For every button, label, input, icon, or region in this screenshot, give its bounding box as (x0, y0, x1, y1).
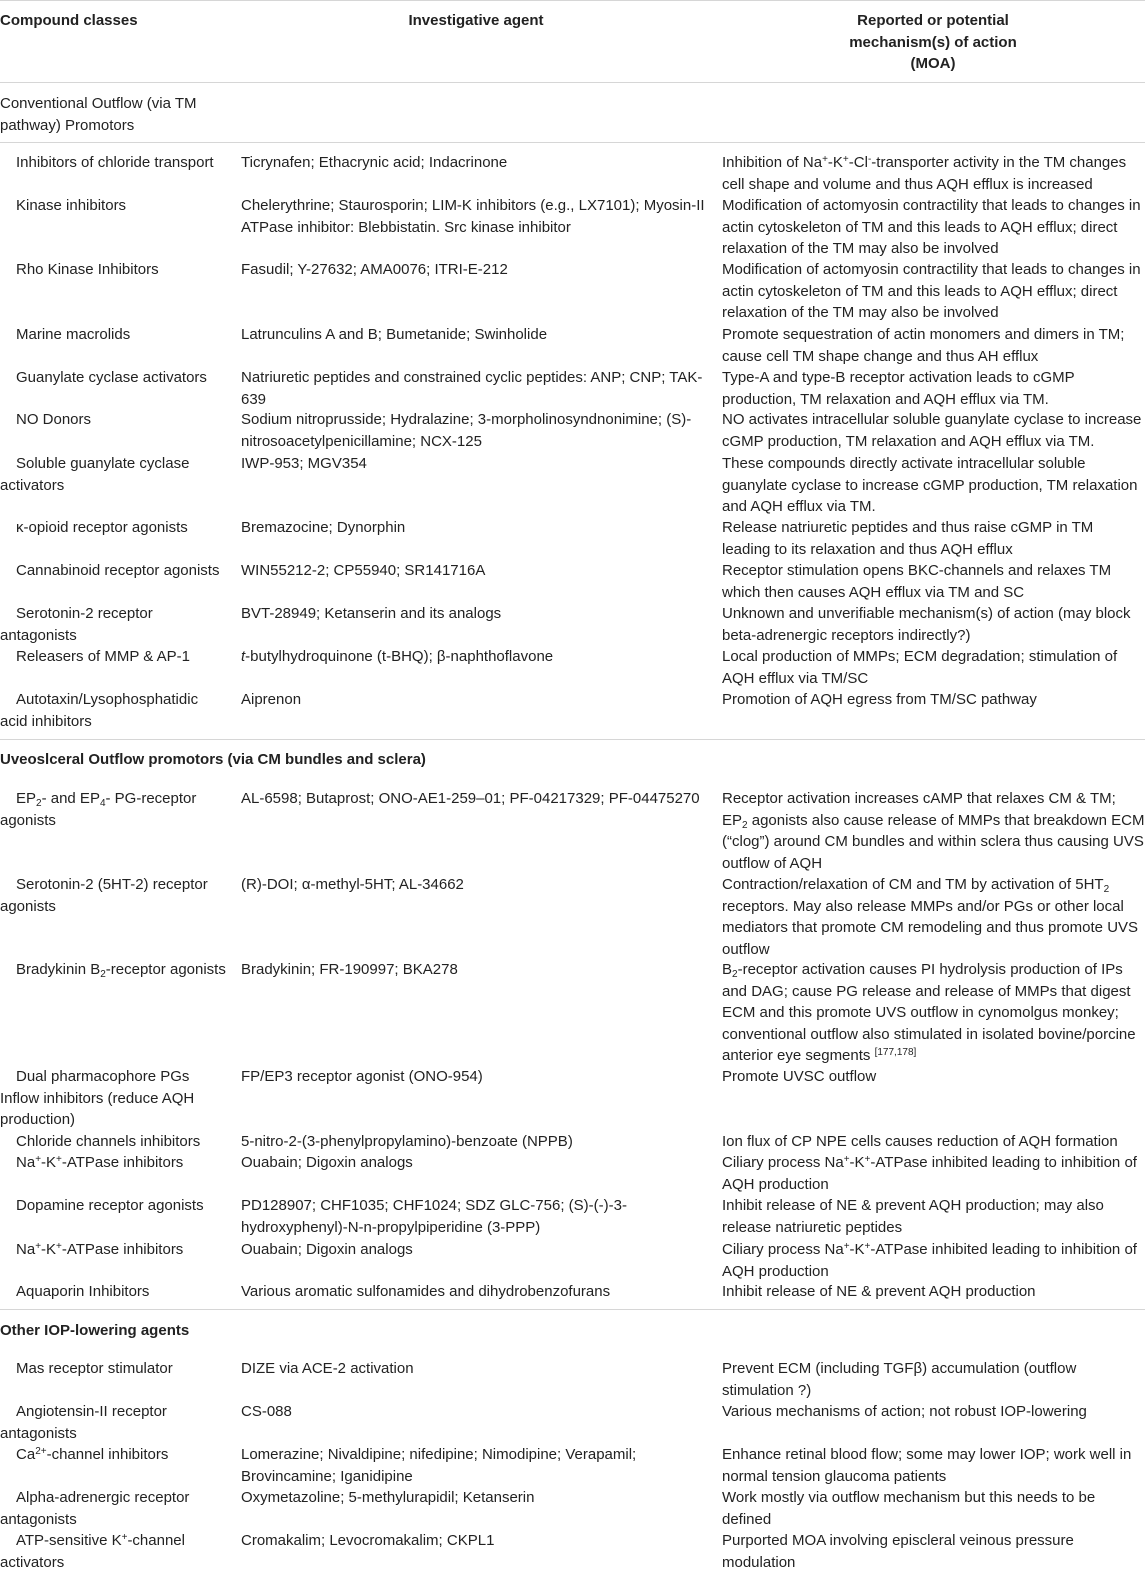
compound-class-cell: Soluble guanylate cyclase activators (0, 455, 190, 494)
moa-cell: NO activates intracellular soluble guanylate cyclase to increase cGMP production, TM relaxation and AQH efflux via TM. (722, 411, 1142, 450)
investigative-agent-cell: Fasudil; Y-27632; AMA0076; ITRI-E-212 (241, 261, 508, 278)
investigative-agent-cell: Chelerythrine; Staurosporin; LIM-K inhibitors (e.g., LX7101); Myosin-II ATPase inhibitor: Blebbistatin. Src kinase inhibitor (241, 197, 705, 236)
moa-cell: Receptor stimulation opens BKC-channels and relaxes TM which then causes AQH efflux via TM and SC (722, 562, 1112, 601)
moa-cell: Contraction/relaxation of CM and TM by activation of $5HT_2$ receptors. May also release MMPs and/or PGs or other local mediators that promote CM remodeling and thus promote UVS outflow (722, 876, 1139, 958)
investigative-agent-cell: Ouabain; Digoxin analogs (241, 1154, 413, 1171)
moa-cell: Local production of MMPs; ECM degradation; stimulation of AQH efflux via TM/SC (722, 648, 1118, 687)
compound-class-cell: Inhibitors of chloride transport (16, 154, 214, 171)
investigative-agent-cell: AL-6598; Butaprost; ONO-AE1-259–01; PF-04217329; PF-04475270 (241, 790, 700, 807)
compound-class-cell: Rho Kinase Inhibitors (16, 261, 159, 278)
section-title-uveoscleral-outflow: Uveoslceral Outflow promotors (via CM bundles and sclera) (0, 751, 426, 768)
compound-class-cell: Angiotensin-II receptor antagonists (0, 1403, 167, 1442)
investigative-agent-cell: Cromakalim; Levocromakalim; CKPL1 (241, 1532, 495, 1549)
section-rule (0, 142, 1145, 143)
investigative-agent-cell: Natriuretic peptides and constrained cyclic peptides: ANP; CNP; TAK-639 (241, 369, 703, 408)
investigative-agent-cell: DIZE via ACE-2 activation (241, 1360, 414, 1377)
moa-cell: Prevent ECM (including TGFβ) accumulation (outflow stimulation ?) (722, 1360, 1077, 1399)
compound-class-cell: ATP-sensitive K+-channel activators (0, 1532, 185, 1571)
moa-cell: Purported MOA involving episcleral veinous pressure modulation (722, 1532, 1074, 1571)
compound-class-cell: Marine macrolids (16, 326, 131, 343)
moa-cell: Inhibit release of NE & prevent AQH production (722, 1283, 1036, 1300)
moa-cell: $B_2$-receptor activation causes PI hydrolysis production of IPs and DAG; cause PG release and release of MMPs that digest ECM and this promote UVS outflow in cynomolgus monkey; conventional outflow also stimulated in isolated bovine/porcine anterior eye segments [177,178] (722, 961, 1136, 1064)
investigative-agent-cell: Oxymetazoline; 5-methylurapidil; Ketanserin (241, 1489, 535, 1506)
compound-class-cell: Cannabinoid receptor agonists (16, 562, 220, 579)
column-header-investigative-agent: Investigative agent (408, 12, 544, 29)
column-header-compound-classes: Compound classes (0, 12, 138, 29)
compound-class-cell: Alpha-adrenergic receptor antagonists (0, 1489, 190, 1528)
investigative-agent-cell: CS-088 (241, 1403, 292, 1420)
section-title-other-iop-lowering: Other IOP-lowering agents (0, 1322, 190, 1339)
moa-cell: Inhibit release of NE & prevent AQH production; may also release natriuretic peptides (722, 1197, 1104, 1236)
section-title-conventional-outflow: Conventional Outflow (via TM pathway) Promotors (0, 95, 197, 134)
moa-cell: Enhance retinal blood flow; some may lower IOP; work well in normal tension glaucoma patients (722, 1446, 1132, 1485)
compound-class-cell: Dopamine receptor agonists (16, 1197, 204, 1214)
investigative-agent-cell: IWP-953; MGV354 (241, 455, 367, 472)
investigative-agent-cell: Latrunculins A and B; Bumetanide; Swinholide (241, 326, 548, 343)
column-header-moa: Reported or potential mechanism(s) of action (MOA) (849, 12, 1017, 72)
compound-class-cell: Na+-K+-ATPase inhibitors (16, 1154, 184, 1171)
table-top-rule (0, 0, 1145, 1)
investigative-agent-cell: FP/EP3 receptor agonist (ONO-954) (241, 1068, 483, 1085)
investigative-agent-cell: Bradykinin; FR-190997; BKA278 (241, 961, 458, 978)
moa-cell: Promotion of AQH egress from TM/SC pathway (722, 691, 1037, 708)
investigative-agent-cell: Aiprenon (241, 691, 302, 708)
investigative-agent-cell: Bremazocine; Dynorphin (241, 519, 406, 536)
moa-cell: Modification of actomyosin contractility that leads to changes in actin cytoskeleton of TM and this leads to AQH efflux; direct relaxation of the TM may also be involved (722, 197, 1141, 257)
investigative-agent-cell: Ouabain; Digoxin analogs (241, 1241, 413, 1258)
moa-cell: These compounds directly activate intracellular soluble guanylate cyclase to increase cGMP production, TM relaxation and AQH efflux via TM. (722, 455, 1138, 515)
compound-class-cell: κ-opioid receptor agonists (16, 519, 188, 536)
investigative-agent-cell: 5-nitro-2-(3-phenylpropylamino)-benzoate (NPPB) (241, 1133, 573, 1150)
moa-cell: Promote UVSC outflow (722, 1068, 877, 1085)
header-rule (0, 82, 1145, 83)
moa-cell: Type-A and type-B receptor activation leads to cGMP production, TM relaxation and AQH efflux via TM. (722, 369, 1075, 408)
compound-class-cell: $Ca^{2+}$-channel inhibitors (16, 1446, 169, 1463)
investigative-agent-cell: t-butylhydroquinone (t-BHQ); β-naphthoflavone (241, 648, 554, 665)
section-rule (0, 1309, 1145, 1310)
investigative-agent-cell: Various aromatic sulfonamides and dihydrobenzofurans (241, 1283, 611, 1300)
compound-class-cell: Mas receptor stimulator (16, 1360, 173, 1377)
investigative-agent-cell: Ticrynafen; Ethacrynic acid; Indacrinone (241, 154, 508, 171)
compound-class-cell: Dual pharmacophore PGs Inflow inhibitors (reduce AQH production) (0, 1068, 195, 1128)
investigative-agent-cell: WIN55212-2; CP55940; SR141716A (241, 562, 486, 579)
compound-class-cell: NO Donors (16, 411, 92, 428)
moa-cell: Ciliary process Na+-K+-ATPase inhibited leading to inhibition of AQH production (722, 1241, 1137, 1280)
investigative-agent-cell: Sodium nitroprusside; Hydralazine; 3-morpholinosyndnonimine; (S)-nitrosoacetylpenicillamine; NCX-125 (241, 411, 692, 450)
compound-class-cell: Na+-K+-ATPase inhibitors (16, 1241, 184, 1258)
compound-class-cell: Aquaporin Inhibitors (16, 1283, 150, 1300)
moa-cell: Promote sequestration of actin monomers and dimers in TM; cause cell TM shape change and thus AH efflux (722, 326, 1125, 365)
section-rule (0, 739, 1145, 740)
investigative-agent-cell: PD128907; CHF1035; CHF1024; SDZ GLC-756; (S)-(-)-3-hydroxyphenyl)-N-n-propylpiperidine (3-PPP) (241, 1197, 627, 1236)
moa-cell: Various mechanisms of action; not robust IOP-lowering (722, 1403, 1087, 1420)
compound-class-cell: Bradykinin $B_2$-receptor agonists (16, 961, 226, 980)
moa-cell: Ciliary process Na+-K+-ATPase inhibited leading to inhibition of AQH production (722, 1154, 1137, 1193)
moa-cell: Inhibition of Na+-K+-Cl--transporter activity in the TM changes cell shape and volume and thus AQH efflux is increased (722, 154, 1127, 193)
compound-class-cell: Chloride channels inhibitors (16, 1133, 201, 1150)
moa-cell: Unknown and unverifiable mechanism(s) of action (may block beta-adrenergic receptors indirectly?) (722, 605, 1131, 644)
compound-class-cell: $EP_2-$ and $EP_4-$ PG-receptor agonists (0, 790, 197, 829)
moa-cell: Receptor activation increases cAMP that relaxes CM & TM; $EP_2$ agonists also cause release of MMPs that breakdown ECM (“clog”) around CM bundles and within sclera thus causing UVS outflow of AQH (722, 790, 1145, 872)
investigative-agent-cell: (R)-DOI; α-methyl-5HT; AL-34662 (241, 876, 464, 893)
moa-cell: Modification of actomyosin contractility that leads to changes in actin cytoskeleton of TM and this leads to AQH efflux; direct relaxation of the TM may also be involved (722, 261, 1141, 321)
compound-class-cell: Serotonin-2 receptor antagonists (0, 605, 153, 644)
moa-cell: Work mostly via outflow mechanism but this needs to be defined (722, 1489, 1096, 1528)
moa-cell: Release natriuretic peptides and thus raise cGMP in TM leading to its relaxation and thus AQH efflux (722, 519, 1094, 558)
moa-cell: Ion flux of CP NPE cells causes reduction of AQH formation (722, 1133, 1118, 1150)
compound-class-cell: Releasers of MMP & AP-1 (16, 648, 190, 665)
investigative-agent-cell: Lomerazine; Nivaldipine; nifedipine; Nimodipine; Verapamil; Brovincamine; Iganidipine (241, 1446, 637, 1485)
compound-class-cell: Kinase inhibitors (16, 197, 127, 214)
investigative-agent-cell: BVT-28949; Ketanserin and its analogs (241, 605, 502, 622)
compound-class-cell: Autotaxin/Lysophosphatidic acid inhibitors (0, 691, 199, 730)
compound-class-cell: Serotonin-2 (5HT-2) receptor agonists (0, 876, 208, 915)
compound-class-cell: Guanylate cyclase activators (16, 369, 207, 386)
